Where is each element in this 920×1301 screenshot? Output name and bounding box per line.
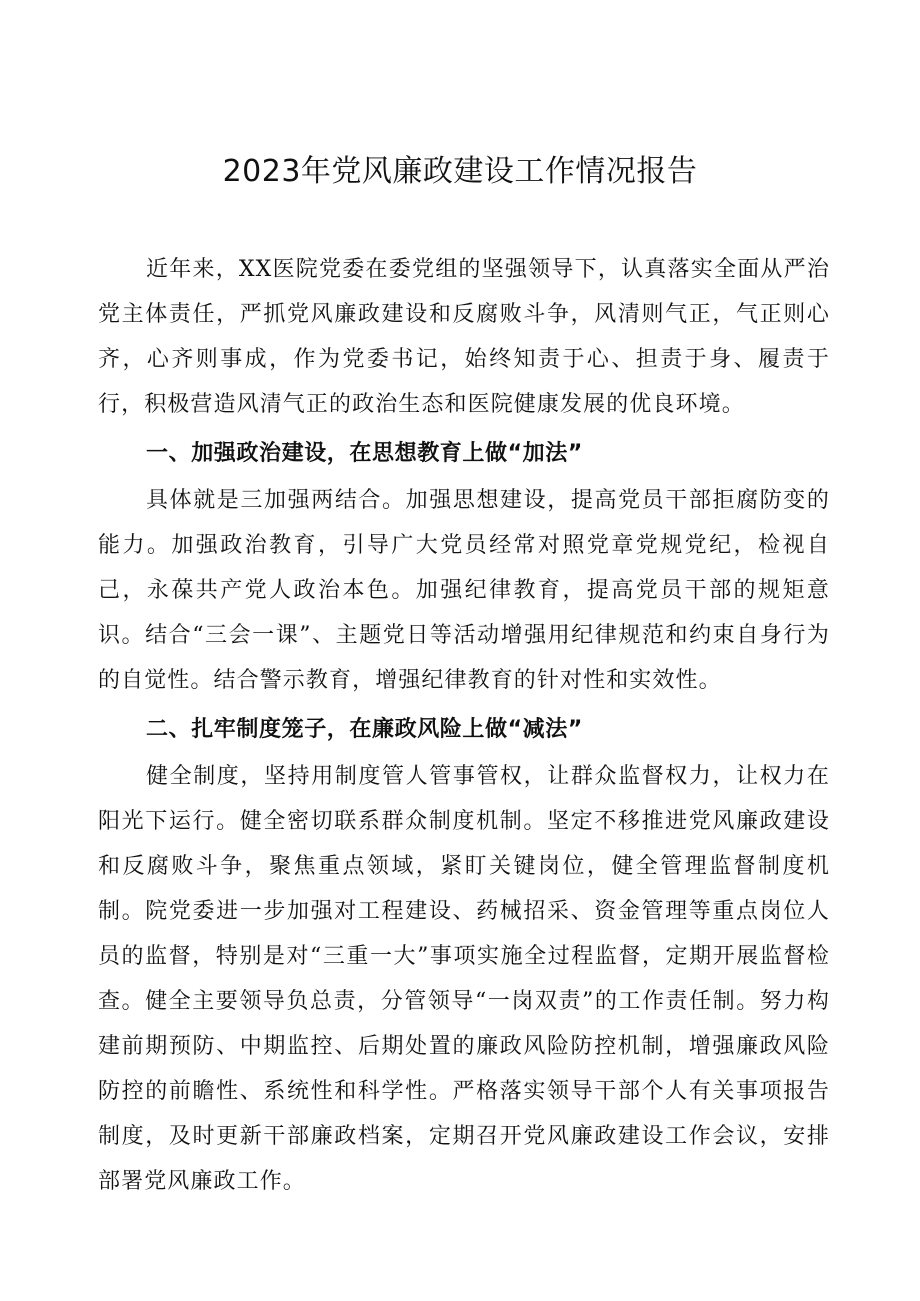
section-2-paragraph: 健全制度，坚持用制度管人管事管权，让群众监督权力，让权力在阳光下运行。健全密切联系群众制度机制。坚定不移推进党风廉政建设和反腐败斗争，聚焦重点领域，紧盯关键岗位，健全管理监督制度机制。院党委进一步加强对工程建设、药械招采、资金管理等重点岗位人员的监督，特别是对“三重一大”事项实施全过程监督，定期开展监督检查。健全主要领导负总责，分管领导“一岗双责”的工作责任制。努力构建前期预防、中期监控、后期处置的廉政风险防控机制，增强廉政风险防控的前瞻性、系统性和科学性。严格落实领导干部个人有关事项报告制度，及时更新干部廉政档案，定期召开党风廉政建设工作会议，安排部署党风廉政工作。 (98, 764, 830, 1194)
intro-paragraph: 近年来，XX医院党委在委党组的坚强领导下，认真落实全面从严治党主体责任，严抓党风廉政建设和反腐败斗争，风清则气正，气正则心齐，心齐则事成，作为党委书记，始终知责于心、担责于身、履责于行，积极营造风清气正的政治生态和医院健康发展的优良环境。 (98, 257, 830, 417)
document-title: 2023年党风廉政建设工作情况报告 (222, 154, 698, 189)
document-body (98, 247, 830, 1204)
section-1-paragraph: 具体就是三加强两结合。加强思想建设，提高党员干部拒腐防变的能力。加强政治教育，引导广大党员经常对照党章党规党纪，检视自己，永葆共产党人政治本色。加强纪律教育，提高党员干部的规矩意识。结合“三会一课”、主题党日等活动增强用纪律规范和约束自身行为的自觉性。结合警示教育，增强纪律教育的针对性和实效性。 (98, 488, 830, 693)
section-1-heading: 一、加强政治建设，在思想教育上做“加法” (146, 441, 583, 466)
section-2-heading: 二、扎牢制度笼子，在廉政风险上做“减法” (146, 717, 583, 742)
